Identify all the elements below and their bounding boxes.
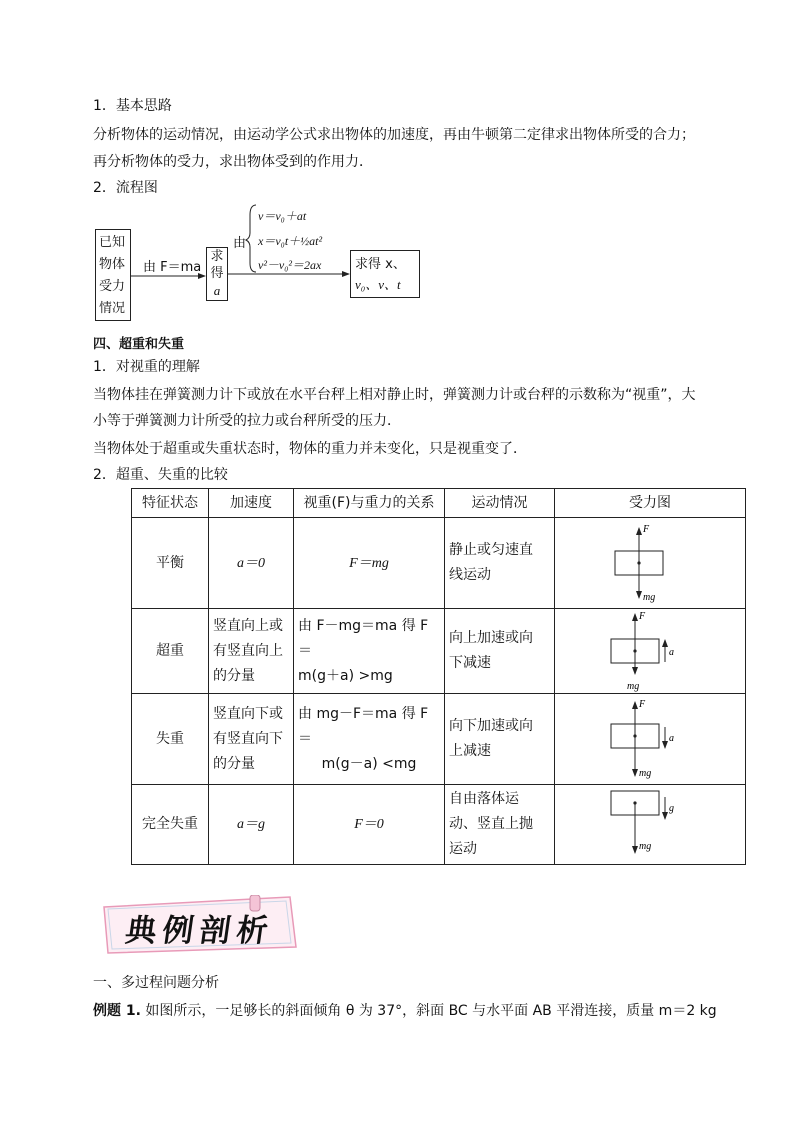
table-cell-state: 超重 [132, 609, 209, 694]
accel-label: g [669, 802, 674, 814]
table-header-cell: 受力图 [555, 489, 746, 518]
table-cell-relation [294, 609, 445, 694]
flow-equation: x＝v₀t＋½at² [258, 234, 323, 248]
table-cell-accel [209, 609, 294, 694]
table-row [132, 694, 746, 785]
table-cell-state: 平衡 [132, 518, 209, 609]
flow-box-line: 已知 [99, 235, 126, 250]
cell-line: m(g－a) <mg [321, 755, 417, 772]
table-cell-motion [445, 694, 555, 785]
flow-box-line: 得 [210, 266, 224, 281]
flow-box-line: 情况 [99, 301, 126, 316]
heading-apparent-weight: 1．对视重的理解 [93, 359, 200, 375]
cell-line: 向下加速或向 [449, 718, 533, 734]
force-diagram-overweight [595, 610, 705, 692]
cell-line: a＝g [237, 817, 265, 832]
table-cell-diagram [555, 518, 746, 609]
flow-box-line: 求得 x、 [355, 257, 406, 272]
cell-line: a＝0 [237, 555, 265, 571]
force-label: mg [639, 768, 652, 779]
flow-box-line: a [213, 283, 221, 298]
flow-box-line: v₀、v、t [355, 277, 401, 292]
flow-arrow1-label: 由 F＝ma [143, 260, 202, 275]
table-cell-state: 失重 [132, 694, 209, 785]
cell-line: m(g＋a) >mg [298, 667, 393, 684]
table-cell-diagram [555, 609, 746, 694]
force-label: mg [639, 840, 652, 852]
paragraph-line: 当物体处于超重或失重状态时，物体的重力并未变化，只是视重变了． [93, 441, 527, 457]
table-cell-relation [294, 694, 445, 785]
force-diagram-underweight [595, 696, 705, 782]
cell-line: 线运动 [449, 567, 491, 583]
example-question [93, 1000, 717, 1020]
cell-line: 由 mg－F＝ma 得 F＝ [298, 705, 429, 747]
cell-line: 竖直向下或 [213, 705, 283, 722]
flow-box-line: 求 [210, 249, 224, 264]
table-header-cell: 特征状态 [132, 489, 209, 518]
cell-line: F＝0 [354, 817, 384, 832]
cell-line: 的分量 [213, 667, 255, 684]
example-label: 例题 1. [93, 1003, 141, 1019]
cell-line: 下减速 [449, 655, 491, 671]
table-cell-motion [445, 518, 555, 609]
force-diagram-balance [595, 520, 705, 606]
table-cell-relation [294, 518, 445, 609]
paragraph-line: 小等于弹簧测力计所受的拉力或台秤所受的压力． [93, 413, 401, 429]
table-header-row [132, 489, 746, 518]
flow-box-line: 受力 [99, 279, 126, 294]
banner-title: 典例剖析 [122, 913, 277, 949]
cell-line: 有竖直向上 [213, 642, 283, 659]
table-cell-diagram [555, 785, 746, 865]
table-cell-accel [209, 518, 294, 609]
table-header-cell: 视重(F)与重力的关系 [294, 489, 445, 518]
cell-line: 上减速 [449, 743, 491, 759]
accel-label: a [669, 647, 674, 658]
flow-arrow2-label: 由 [233, 236, 247, 251]
cell-line: 由 F－mg＝ma 得 F＝ [298, 617, 429, 659]
accel-label: a [669, 733, 674, 744]
force-label: F [643, 524, 650, 535]
table-cell-relation [294, 785, 445, 865]
table-header-cell: 加速度 [209, 489, 294, 518]
table-cell-state: 完全失重 [132, 785, 209, 865]
table-cell-diagram [555, 694, 746, 785]
heading-basic-idea: 1．基本思路 [93, 98, 172, 114]
table-header-cell: 运动情况 [445, 489, 555, 518]
cell-line: 竖直向上或 [213, 617, 283, 634]
heading-flowchart: 2．流程图 [93, 180, 158, 196]
table-cell-motion [445, 609, 555, 694]
force-label: mg [627, 681, 640, 692]
table-cell-accel [209, 694, 294, 785]
flow-equation: v＝v₀＋at [258, 209, 307, 223]
example-text: 如图所示，一足够长的斜面倾角 θ 为 37°，斜面 BC 与水平面 AB 平滑连接，质量 m＝2 kg [140, 1003, 717, 1019]
brace-icon [246, 205, 256, 272]
table-cell-motion [445, 785, 555, 865]
cell-line: F＝mg [349, 555, 389, 571]
force-label: mg [643, 592, 656, 603]
force-diagram-weightless [595, 787, 705, 863]
heading-comparison: 2．超重、失重的比较 [93, 467, 228, 483]
cell-line: 自由落体运 [449, 791, 519, 807]
cell-line: 静止或匀速直 [449, 542, 533, 558]
cell-line: 的分量 [213, 755, 255, 772]
paragraph-line: 分析物体的运动情况，由运动学公式求出物体的加速度，再由牛顿第二定律求出物体所受的合力； [93, 127, 695, 143]
comparison-table [131, 488, 746, 865]
table-row [132, 518, 746, 609]
table-row [132, 785, 746, 865]
flow-box-line: 物体 [99, 257, 126, 272]
section-title: 一、多过程问题分析 [93, 975, 219, 991]
paragraph-line: 当物体挂在弹簧测力计下或放在水平台秤上相对静止时，弹簧测力计或台秤的示数称为“视重”，大 [93, 387, 696, 403]
section-title: 四、超重和失重 [93, 337, 185, 352]
cell-line: 运动 [449, 841, 477, 857]
flow-arrows [0, 0, 794, 340]
flow-equation: v²－v₀²＝2ax [258, 258, 322, 272]
example-banner [100, 895, 300, 955]
cell-line: 有竖直向下 [213, 730, 283, 747]
table-cell-accel [209, 785, 294, 865]
cell-line: 动、竖直上抛 [449, 816, 533, 832]
force-label: F [639, 699, 646, 710]
table-row [132, 609, 746, 694]
force-label: F [639, 611, 646, 622]
paragraph-line: 再分析物体的受力，求出物体受到的作用力． [93, 154, 373, 170]
cell-line: 向上加速或向 [449, 630, 533, 646]
